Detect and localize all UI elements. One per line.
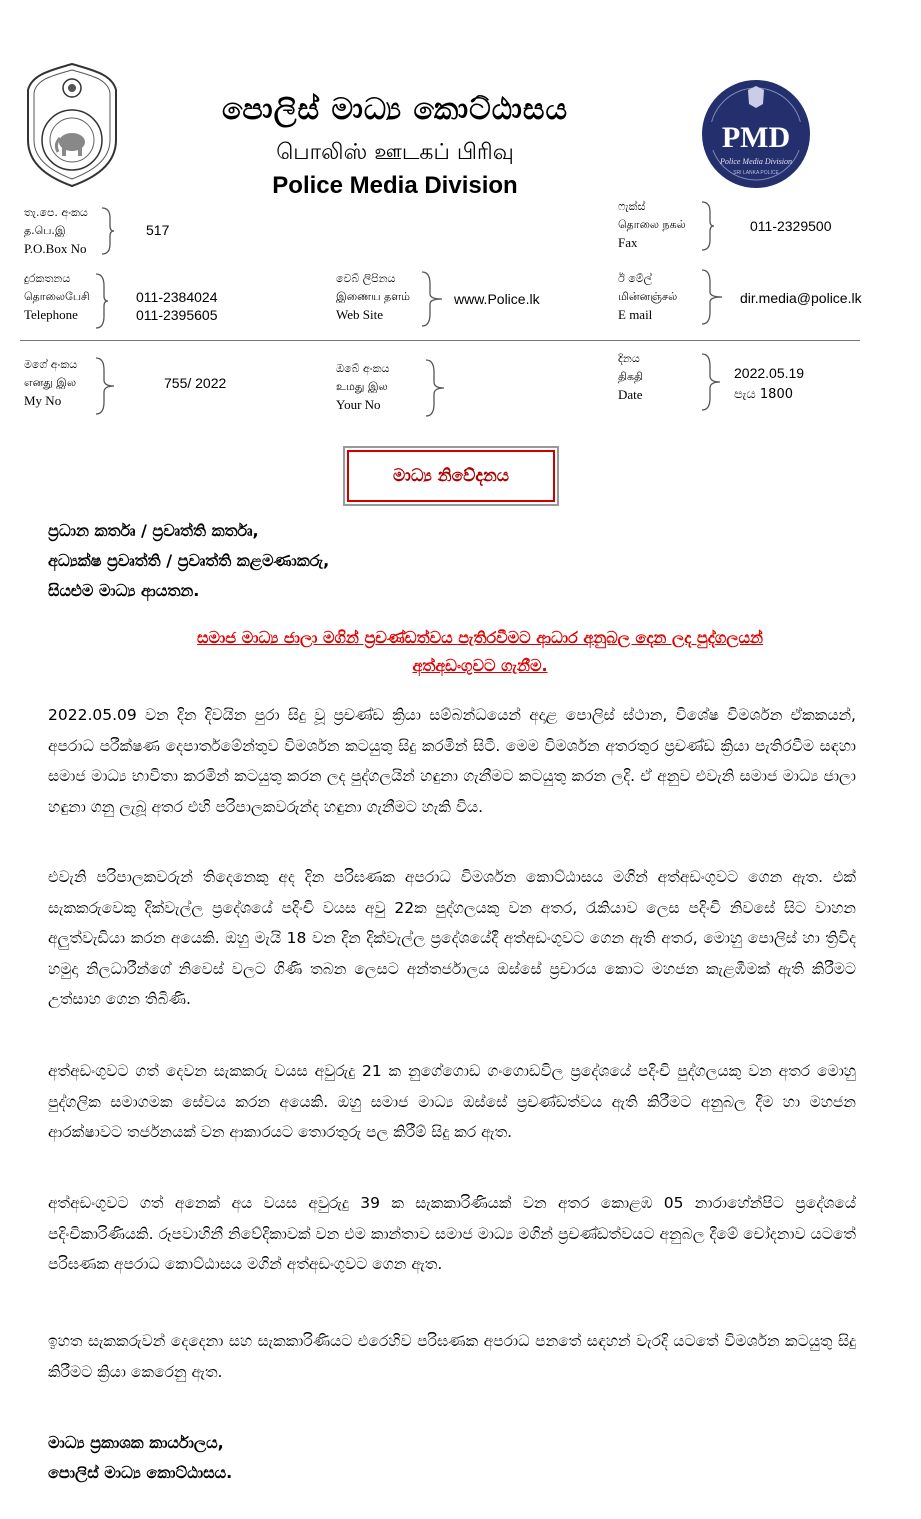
pobox-label-si: තැ.පෙ. අංකය xyxy=(24,206,88,219)
date-label-en: Date xyxy=(618,387,643,402)
brace-icon xyxy=(700,200,714,252)
signature-line-1: මාධ්‍ය ප්‍රකාශක කාර්යාලය, xyxy=(48,1433,224,1452)
org-name-english: Police Media Division xyxy=(272,172,518,199)
pmd-logo-subtitle-2: SRI LANKA POLICE xyxy=(733,170,779,176)
body-paragraph-4: අත්අඩංගුවට ගත් අනෙක් අය වයස අවුරුදු 39 ක සැකකාරිණියක් වන අතර කොළඹ 05 නාරාහේන්පිට ප්‍රදේශයේ පදිංචිකාරිණියකි. රූපවාහිනී නිවේදිකාවක් වන එම කාන්තාව සමාජ මාධ්‍ය මගින් ප්‍රචණ්ඩත්වයට අනුබල දීමේ චෝදනාව යටතේ පරිඝණක අපරාධ කොට්ඨාසය මගින් අත්අඩංගුවට ගෙන ඇත. xyxy=(48,1194,856,1273)
pobox-label-en: P.O.Box No xyxy=(24,241,87,256)
my-no-value: 755/ 2022 xyxy=(164,375,227,391)
brace-icon xyxy=(100,206,114,256)
fax-label-ta: தொலை நகல் xyxy=(618,218,686,231)
brace-icon xyxy=(424,358,446,418)
email-label-ta: மின்னஞ்சல் xyxy=(618,290,678,303)
telephone-label-ta: தொலைபேசி xyxy=(24,290,90,303)
body-paragraph-3: අත්අඩංගුවට ගත් දෙවන සැකකරු වයස අවුරුදු 21 ක නුගේගොඩ ගංගොඩවිල ප්‍රදේශයේ පදිංචි පුද්ගලයකු වන අතර මොහු පුද්ගලික සමාගමක සේවය කරන අයෙකි. ඔහු සමාජ මාධ්‍ය ඔස්සේ ප්‍රචණ්ඩත්වය ඇති කිරීමට අනුබල දීම හා මහජන ආරක්ෂාවට තර්ජනයක් වන ආකාරයට තොරතුරු පල කිරීම් සිදු කර ඇත. xyxy=(48,1062,856,1141)
subject-line-1: සමාජ මාධ්‍ය ජාලා මගින් ප්‍රචණ්ඩත්වය පැතිරවීමට ආධාර අනුබල දෙන ලද පුද්ගලයන් xyxy=(197,628,763,647)
your-no-label-en: Your No xyxy=(336,397,381,412)
your-no-label-ta: உமது இல xyxy=(336,380,388,393)
body-paragraph-2: එවැනි පරිපාලකවරුන් තිදෙනෙකු අද දින පරිඝණක අපරාධ විමර්ශන කොට්ඨාසය මගින් අත්අඩංගුවට ගෙන ඇත. එක් සැකකරුවෙකු දික්වැල්ල ප්‍රදේශයේ පදිංචි වයස අවු 22ක පුද්ගලයකු වන අතර, රැකියාව ලෙස පදිංචි නිවසේ සිට වාහන අලුත්වැඩියා කරන අයෙකි. ඔහු මැයි 18 වන දින දික්වැල්ල ප්‍රදේශයේදී අත්අඩංගුවට ගෙන ඇති අතර, මොහු පොලිස් හා ත්‍රිවිද හමුදා නිලධාරීන්ගේ නිවෙස් වලට ගිණි තබන ලෙසට අන්තර්ජාලය ඔස්සේ ප්‍රචාරය කොට මහජන කැළඹීමක් ඇති කිරීමට උත්සාහ ගෙන තිබිණි. xyxy=(48,868,856,1008)
pobox-label xyxy=(24,204,88,258)
fax-label xyxy=(618,198,686,252)
time-value: පැය 1800 xyxy=(734,387,793,402)
email-value[interactable]: dir.media@police.lk xyxy=(740,290,862,306)
email-label xyxy=(618,270,677,324)
website-label-si: වෙබ් ලිපිනය xyxy=(336,272,396,285)
my-no-label-si: මගේ අංකය xyxy=(24,358,78,371)
my-no-label xyxy=(24,356,77,410)
my-no-label-ta: எனது இல xyxy=(24,376,77,389)
org-name-tamil: பொலிஸ் ஊடகப் பிரிவு xyxy=(276,140,514,165)
website-label xyxy=(336,270,410,324)
email-label-si: ඊ මේල් xyxy=(618,272,653,285)
telephone-label-si: දුරකතනය xyxy=(24,272,71,285)
my-no-label-en: My No xyxy=(24,393,62,408)
pmd-logo-text: PMD xyxy=(721,121,791,154)
pobox-value: 517 xyxy=(146,222,170,238)
notice-title: මාධ්‍ය නිවේදනය xyxy=(347,450,555,502)
body-paragraph-5: ඉහත සැකකරුවන් දෙදෙනා සහ සැකකාරිණියට එරෙහිව පරිඝණක අපරාධ පනතේ සඳහන් වැරදි යටතේ විමර්ශන කටයුතු සිදු කිරීමට ක්‍රියා කෙරෙනු ඇත. xyxy=(48,1332,856,1381)
body-paragraph-1: 2022.05.09 වන දින දිවයින පුරා සිදු වූ ප්‍රචණ්ඩ ක්‍රියා සම්බන්ධයෙන් අදාළ පොලිස් ස්ථාන, විශේෂ විමර්ශන ඒකකයන්, අපරාධ පරීක්ෂණ දෙපාර්තමේන්තුව විමර්ශන කටයුතු සිදු කරමින් සිටී. මෙම විමර්ශන අතරතුර ප්‍රචණ්ඩ ක්‍රියා පැතිරවීම සඳහා සමාජ මාධ්‍ය භාවිතා කරමින් කටයුතු කරන ලද පුද්ගලයින් හඳුනා ගැනීමට කටයුතු කරන ලදි. ඒ අනුව එවැනි සමාජ මාධ්‍ය ජාලා හඳුනා ගනු ලැබූ අතර එහි පරිපාලකවරුන්ද හඳුනා ගැනීමට හැකි විය. xyxy=(48,706,856,816)
subject-heading xyxy=(90,624,870,680)
addressee-list xyxy=(48,516,329,606)
addressee-item: සියළුම මාධ්‍ය ආයතන. xyxy=(48,581,200,600)
addressee-item: ප්‍රධාන කර්තෘ / ප්‍රවෘත්ති කර්තෘ, xyxy=(48,521,259,540)
brace-icon xyxy=(420,270,446,328)
email-label-en: E mail xyxy=(618,307,653,322)
website-label-en: Web Site xyxy=(336,307,383,322)
addressee-item: අධ්‍යක්ෂ ප්‍රවෘත්ති / ප්‍රවෘත්ති කළමණාකරු, xyxy=(48,551,330,570)
brace-icon xyxy=(700,268,726,326)
telephone-value-2: 011-2395605 xyxy=(136,307,218,323)
telephone-value-1: 011-2384024 xyxy=(136,289,218,305)
police-crest-logo xyxy=(22,60,122,190)
date-label-si: දිනය xyxy=(618,352,640,365)
website-label-ta: இணைய தளம் xyxy=(336,290,410,303)
fax-label-en: Fax xyxy=(618,235,638,250)
date-label-ta: திகதி xyxy=(618,370,644,383)
brace-icon xyxy=(94,272,108,330)
pmd-logo-subtitle: Police Media Division xyxy=(720,157,792,166)
signature-line-2: පොලිස් මාධ්‍ය කොට්ඨාසය. xyxy=(48,1463,233,1482)
subject-line-2: අත්අඩංගුවට ගැනීම. xyxy=(412,656,548,675)
fax-value: 011-2329500 xyxy=(750,218,832,234)
telephone-label-en: Telephone xyxy=(24,307,78,322)
date-value: 2022.05.19 xyxy=(734,365,805,381)
website-value[interactable]: www.Police.lk xyxy=(454,291,540,307)
brace-icon xyxy=(700,352,722,412)
org-name-sinhala: පොලිස් මාධ්‍ය කොට්ඨාසය xyxy=(221,92,569,127)
your-no-label xyxy=(336,360,389,414)
divider xyxy=(20,340,860,341)
your-no-label-si: ඔබේ අංකය xyxy=(336,362,390,375)
pmd-logo xyxy=(700,78,812,190)
brace-icon xyxy=(94,356,116,416)
telephone-label xyxy=(24,270,90,324)
fax-label-si: ෆැක්ස් xyxy=(618,200,646,213)
date-label xyxy=(618,350,643,404)
signature-block xyxy=(48,1428,232,1488)
pobox-label-ta: த.பெ.இ xyxy=(24,224,66,237)
